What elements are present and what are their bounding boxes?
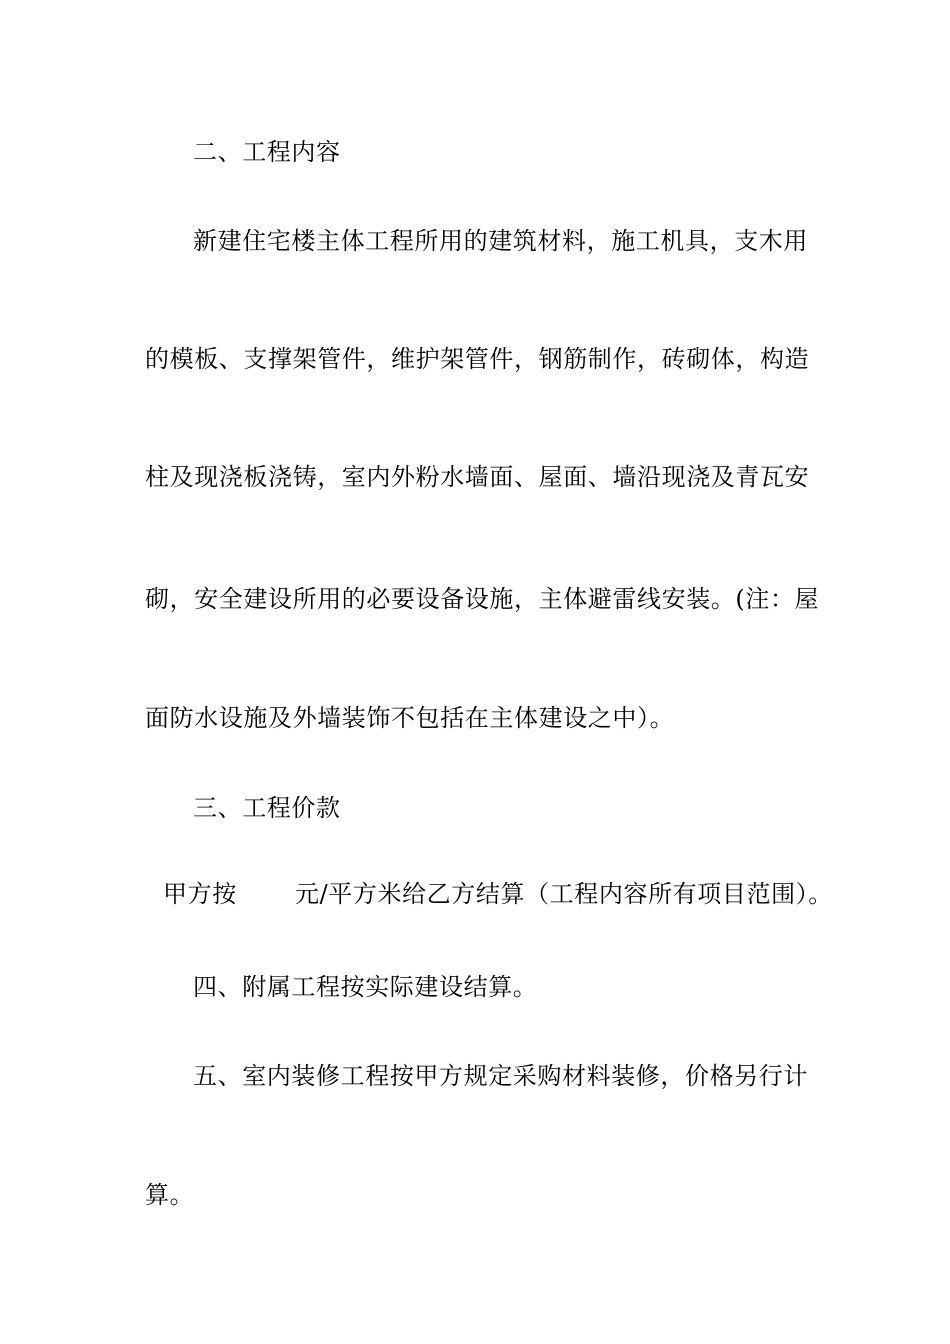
decoration-clause-line: 算。 <box>145 1181 195 1209</box>
auxiliary-clause: 四、附属工程按实际建设结算。 <box>193 973 538 1001</box>
paragraph-line: 砌，安全建设所用的必要设备设施，主体避雷线安装。(注：屋 <box>145 585 820 613</box>
decoration-clause-line: 五、室内装修工程按甲方规定采购材料装修，价格另行计 <box>193 1062 808 1090</box>
paragraph-line: 的模板、支撑架管件，维护架管件，钢筋制作，砖砌体，构造 <box>145 345 810 373</box>
paragraph-line: 柱及现浇板浇铸，室内外粉水墙面、屋面、墙沿现浇及青瓦安 <box>145 463 810 491</box>
section-heading-price: 三、工程价款 <box>193 794 341 822</box>
price-line-prefix: 甲方按 <box>163 880 237 908</box>
price-line-suffix: 元/平方米给乙方结算（工程内容所有项目范围）。 <box>295 880 833 908</box>
paragraph-line: 面防水设施及外墙装饰不包括在主体建设之中）。 <box>145 704 675 732</box>
paragraph-line: 新建住宅楼主体工程所用的建筑材料，施工机具，支木用 <box>193 227 808 255</box>
section-heading-content: 二、工程内容 <box>193 138 341 166</box>
